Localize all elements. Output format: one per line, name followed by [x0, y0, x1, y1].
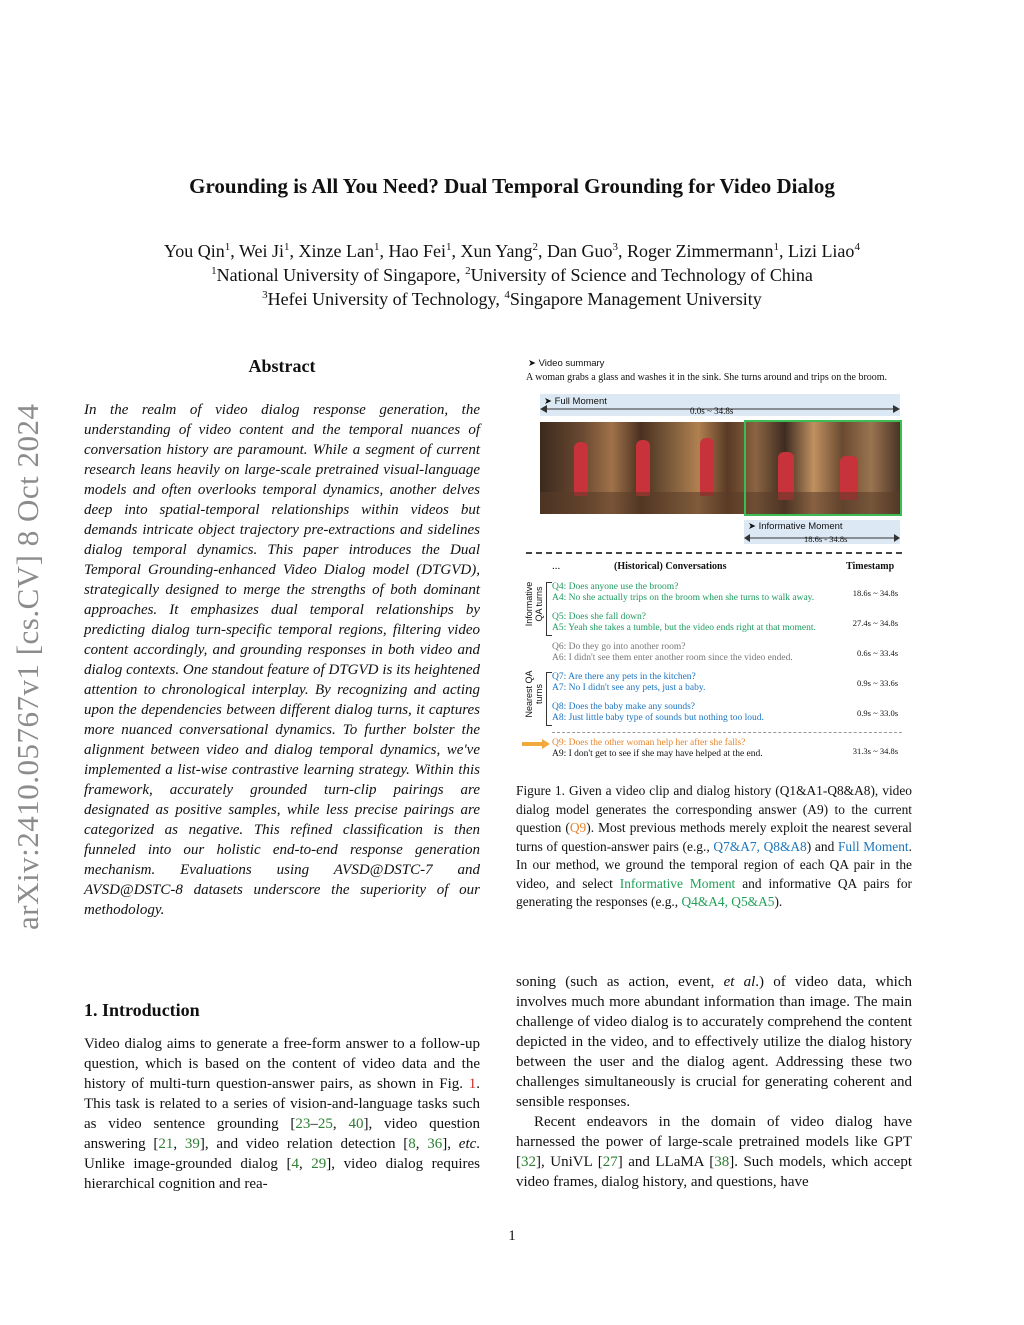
author: Xinze Lan: [298, 241, 374, 261]
intro-paragraph-2: Recent endeavors in the domain of video dialog have harnessed the power of large-scale pretrained models like GPT [32], UniVL [27] and LLaMA [38]. Such models, which accept video frames, dialog history, and questions, have: [516, 1114, 913, 1190]
timestamp-header: Timestamp: [846, 561, 895, 572]
affiliation-line-2: $^3$Hefei University of Technology, $^4$Singapore Management University: [262, 289, 762, 309]
turn-6-timestamp: 0.6s ~ 33.4s: [857, 648, 898, 658]
turn-4-timestamp: 18.6s ~ 34.8s: [852, 588, 898, 598]
full-moment-range: 0.0s ~ 34.8s: [690, 406, 734, 416]
qa-turn-4: Q4: Does anyone use the broom? A4: No she actually trips on the broom when she turns to walk away.: [552, 582, 815, 603]
ellipsis: ...: [552, 560, 561, 572]
author: You Qin: [164, 241, 225, 261]
person-figure: [574, 442, 588, 496]
full-moment-label: ➤ Full Moment: [544, 396, 607, 407]
turn-5-timestamp: 27.4s ~ 34.8s: [852, 618, 898, 628]
citation-link[interactable]: 27: [602, 1154, 618, 1170]
citation-link[interactable]: 29: [311, 1156, 327, 1172]
person-figure: [700, 438, 714, 496]
current-qa-turn: Q9: Does the other woman help her after she falls? A9: I don't get to see if she may have helped at the end.: [552, 738, 763, 759]
author-list: You Qin$^1$, Wei Ji$^1$, Xinze Lan$^1$, Hao Fei$^1$, Xun Yang$^2$, Dan Guo$^3$, Roger Zimmermann$^1$, Lizi Liao$^4$: [164, 241, 860, 261]
figure-caption: Figure 1. Given a video clip and dialog history (Q1&A1-Q8&A8), video dialog model generates the corresponding answer (A9) to the current question (Q9). Most previous methods merely exploit the nearest several turns of question-answer pairs (e.g., Q7&A7, Q8&A8) and Full Moment. In our method, we ground the temporal region of each QA pair in the video, and select Informative Moment and informative QA pairs for generating the responses (e.g., Q4&A4, Q5&A5).: [516, 783, 913, 909]
affiliation-line-1: $^1$National University of Singapore, $^2$University of Science and Technology of China: [211, 265, 813, 285]
author: Roger Zimmermann: [626, 241, 774, 261]
author: Wei Ji: [238, 241, 284, 261]
citation-link[interactable]: 39: [184, 1136, 200, 1152]
abstract-heading: Abstract: [248, 356, 316, 376]
citation-link[interactable]: 38: [714, 1154, 730, 1170]
video-summary-text: A woman grabs a glass and washes it in the sink. She turns around and trips on the broom.: [526, 372, 888, 383]
intro-paragraph-1-cont: soning (such as action, event, et al.) of video data, which involves much more abundant information than image. The main challenge of video dialog is to accurately comprehend the content depicted in the video, and to effectively utilize the dialog history between the user and the dialog agent. Addressing these two challenges simultaneously is crucial for generating coherent and sensible responses.: [516, 974, 912, 1110]
separator-line: [526, 552, 902, 554]
current-question-arrow-icon: [522, 739, 550, 749]
informative-moment-label: ➤ Informative Moment: [748, 521, 843, 532]
citation-link[interactable]: 36: [427, 1136, 443, 1152]
section-heading-introduction: 1. Introduction: [84, 1000, 200, 1020]
citation-link[interactable]: 32: [521, 1154, 536, 1170]
qa-turn-8: Q8: Does the baby make any sounds? A8: Just little baby type of sounds but nothing too loud.: [552, 702, 764, 723]
qa-turn-6: Q6: Do they go into another room? A6: I didn't see them enter another room since the video ended.: [552, 642, 793, 663]
author: Hao Fei: [388, 241, 446, 261]
author: Dan Guo: [546, 241, 613, 261]
current-timestamp: 31.3s ~ 34.8s: [852, 746, 898, 756]
intro-column-2: [516, 972, 912, 1192]
citation-link[interactable]: 25: [317, 1116, 333, 1132]
informative-moment-range: 18.6s - 34.8s: [804, 534, 848, 544]
figure-1: [516, 356, 912, 766]
author: Lizi Liao: [787, 241, 855, 261]
paper-title: Grounding is All You Need? Dual Temporal Grounding for Video Dialog: [189, 174, 835, 198]
author-block: [0, 239, 1024, 311]
qa-turn-5: Q5: Does she fall down? A5: Yeah she takes a tumble, but the video ends right at that moment.: [552, 612, 816, 633]
abstract-text: In the realm of video dialog response generation, the understanding of video content and the temporal nuances of conversation history are paramount. While a segment of current research leans heavily on large-scale pretrained visual-language models and often overlooks temporal dynamics, another delves deep into spatial-temporal relationships within videos but demands intricate object trajectory pre-extractions and sidelines dialog temporal dynamics. This paper introduces the Dual Temporal Grounding-enhanced Video Dialog model (DTGVD), strategically designed to merge the strengths of both dominant approaches. It emphasizes dual temporal relationships by predicting dialog turn-specific temporal regions, filtering video content accordingly, and grounding responses in both video and dialog contexts. One standout feature of DTGVD is its heightened attention to chronological interplay. By recognizing and acting upon the dependencies between different dialog turns, it captures more nuanced conversational dynamics. To further bolster the alignment between video and dialog temporal dynamics, we've implemented a list-wise contrastive learning strategy. Within this framework, accurately grounded turn-clip pairings are designated as positive samples, while less precise pairings are categorized as negative. This refined classification is then funneled into our holistic end-to-end response generation mechanism. Evaluations using AVSD@DSTC-7 and AVSD@DSTC-8 datasets underscore the superiority of our methodology.: [84, 402, 480, 918]
informative-qa-label: Informative QA turns: [524, 581, 544, 627]
current-separator: [552, 732, 902, 733]
turn-7-timestamp: 0.9s ~ 33.6s: [857, 678, 898, 688]
page-number: 1: [508, 1228, 516, 1244]
citation-link[interactable]: 40: [348, 1116, 364, 1132]
figure-link[interactable]: 1: [468, 1076, 477, 1092]
citation-link[interactable]: 8: [408, 1136, 416, 1152]
turn-8-timestamp: 0.9s ~ 33.0s: [857, 708, 898, 718]
qa-turn-7: Q7: Are there any pets in the kitchen? A7: No I didn't see any pets, just a baby.: [552, 672, 706, 693]
intro-paragraph-1: Video dialog aims to generate a free-form answer to a follow-up question, which is based on the content of video data and the history of multi-turn question-answer pairs, as shown in Fig. 1. This task is related to a series of vision-and-language tasks such as video sentence grounding [23–25, 40], video question answering [21, 39], and video relation detection [8, 36], etc. Unlike image-grounded dialog [4, 29], video dialog requires hierarchical cognition and rea-: [84, 1036, 481, 1192]
arxiv-identifier: arXiv:2410.05767v1 [cs.CV] 8 Oct 2024: [10, 403, 45, 930]
citation-link[interactable]: 23: [295, 1116, 311, 1132]
informative-frame-box: [744, 420, 902, 516]
person-figure: [636, 440, 650, 496]
author: Xun Yang: [460, 241, 533, 261]
nearest-qa-label: Nearest QA turns: [524, 670, 544, 718]
video-summary-label: ➤ Video summary: [528, 358, 605, 369]
citation-link[interactable]: 4: [291, 1156, 299, 1172]
citation-link[interactable]: 21: [158, 1136, 174, 1152]
conversations-header: (Historical) Conversations: [614, 561, 727, 572]
